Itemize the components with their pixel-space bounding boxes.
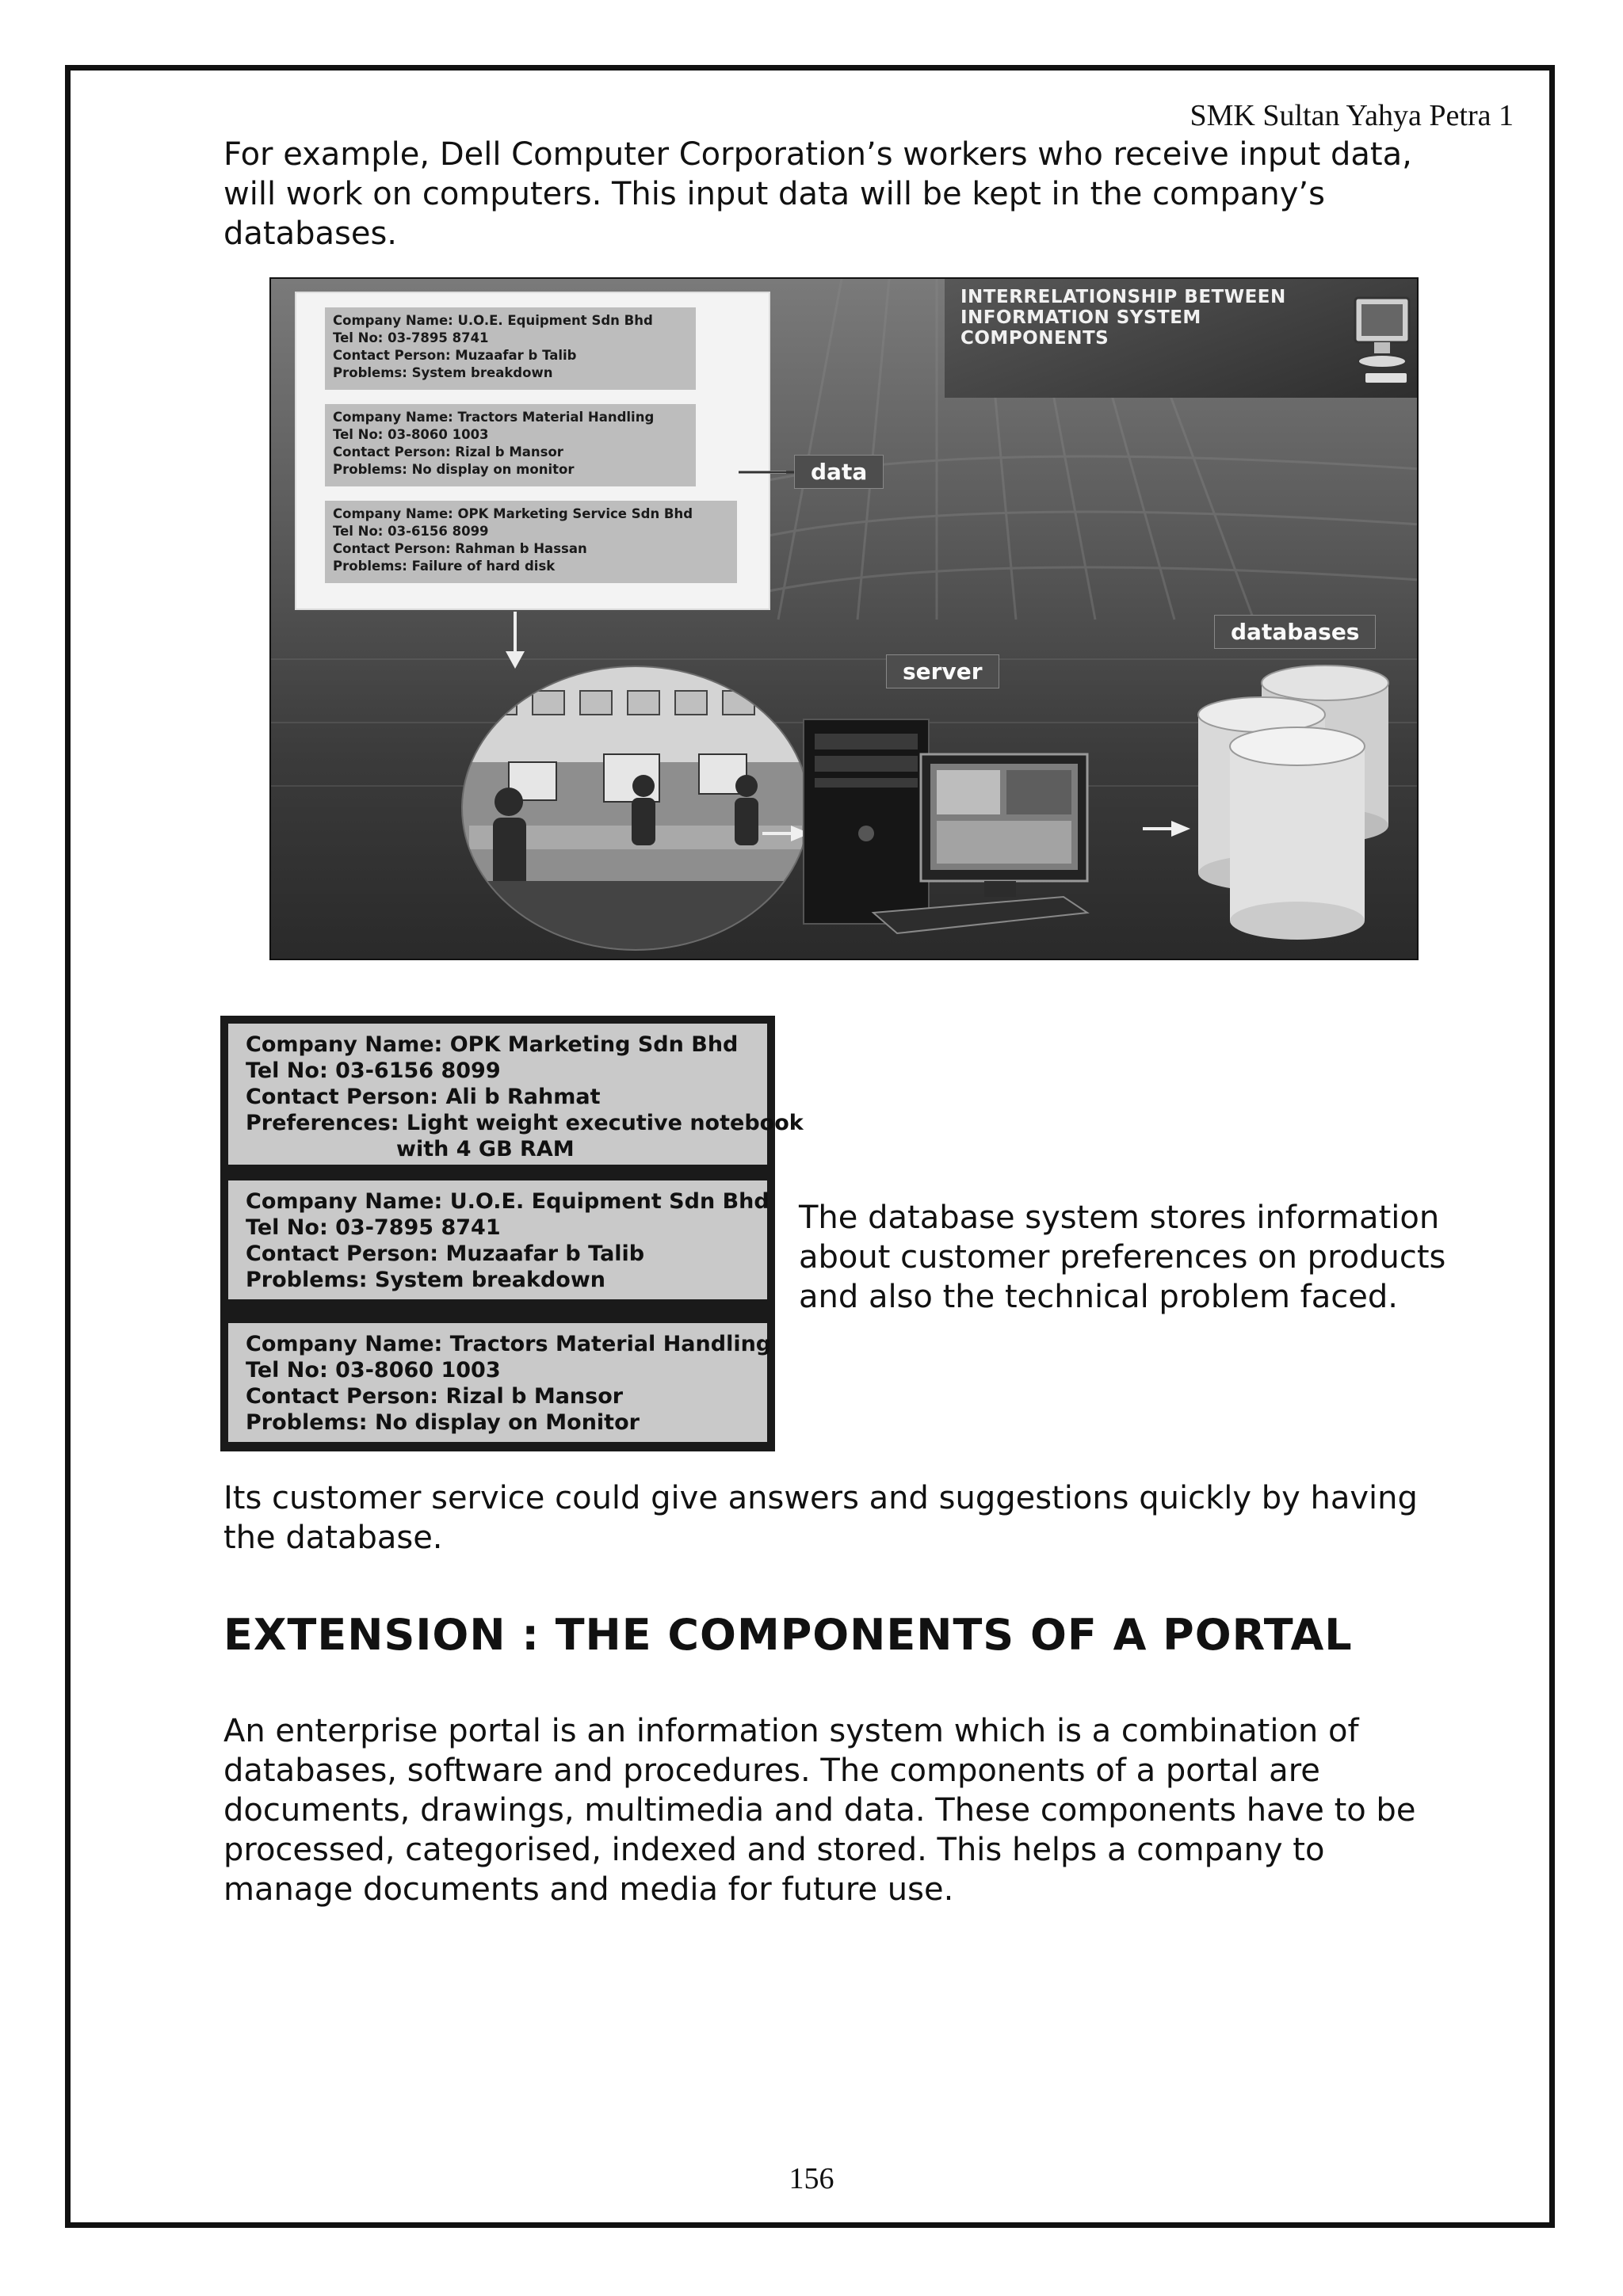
databases-label: databases (1214, 615, 1376, 649)
record-line: Company Name: Tractors Material Handling (246, 1332, 772, 1356)
section-heading: EXTENSION : THE COMPONENTS OF A PORTAL (223, 1610, 1353, 1660)
customer-record (228, 1024, 804, 1165)
record-line: Company Name: Tractors Material Handling (333, 410, 655, 425)
service-line: Its customer service could give answers and suggestions quickly by having (223, 1480, 1418, 1516)
record-line: Company Name: OPK Marketing Sdn Bhd (246, 1032, 739, 1057)
side-paragraph (799, 1198, 1512, 1317)
diagram-title-line: INTERRELATIONSHIP BETWEEN (960, 287, 1286, 307)
server-computer-icon (804, 719, 1087, 933)
record-line: Contact Person: Muzaafar b Talib (333, 348, 577, 363)
side-line: about customer preferences on products (799, 1239, 1446, 1276)
arrow-icon (1143, 821, 1190, 837)
portal-paragraph (223, 1711, 1499, 1909)
information-system-diagram (269, 277, 1419, 960)
page-number: 156 (789, 2162, 834, 2195)
database-cylinders-icon (1198, 666, 1388, 940)
record-line: Tel No: 03-6156 8099 (246, 1058, 501, 1083)
record-line: Tel No: 03-7895 8741 (333, 330, 489, 345)
side-line: The database system stores information (799, 1199, 1440, 1236)
customer-record (228, 1180, 767, 1299)
intro-line: databases. (223, 215, 398, 252)
record-line: Problems: System breakdown (333, 365, 553, 380)
record-line: Contact Person: Rizal b Mansor (246, 1384, 624, 1409)
portal-line: manage documents and media for future use. (223, 1871, 954, 1908)
record-line: Preferences: Light weight executive notebook (246, 1111, 804, 1135)
service-line: the database. (223, 1520, 443, 1556)
side-line: and also the technical problem faced. (799, 1279, 1398, 1315)
office-workers-photo (461, 666, 810, 960)
intro-line: will work on computers. This input data will be kept in the company’s (223, 176, 1325, 212)
record-line: with 4 GB RAM (396, 1137, 575, 1161)
customer-records-figure (220, 1016, 804, 1451)
record-line: Contact Person: Muzaafar b Talib (246, 1241, 645, 1266)
portal-line: processed, categorised, indexed and stored. This helps a company to (223, 1832, 1325, 1868)
intro-line: For example, Dell Computer Corporation’s workers who receive input data, (223, 136, 1412, 173)
diagram-title-line: INFORMATION SYSTEM COMPONENTS (960, 307, 1201, 349)
data-label: data (794, 455, 884, 489)
server-label: server (886, 654, 999, 688)
record-line: Tel No: 03-8060 1003 (246, 1358, 501, 1383)
portal-line: databases, software and procedures. The components of a portal are (223, 1753, 1320, 1789)
portal-line: documents, drawings, multimedia and data. These components have to be (223, 1792, 1416, 1829)
record-line: Contact Person: Rahman b Hassan (333, 541, 587, 556)
customer-record (228, 1323, 772, 1442)
record-line: Problems: System breakdown (246, 1268, 605, 1292)
record-line: Tel No: 03-8060 1003 (333, 427, 489, 442)
school-header: SMK Sultan Yahya Petra 1 (1190, 99, 1514, 132)
record-line: Contact Person: Ali b Rahmat (246, 1085, 601, 1109)
portal-line: An enterprise portal is an information system which is a combination of (223, 1713, 1359, 1749)
record-line: Problems: Failure of hard disk (333, 559, 556, 574)
record-line: Contact Person: Rizal b Mansor (333, 444, 563, 460)
record-line: Company Name: OPK Marketing Service Sdn Bhd (333, 506, 693, 521)
down-arrow-icon (506, 612, 525, 669)
service-paragraph (223, 1478, 1499, 1558)
record-line: Problems: No display on Monitor (246, 1410, 640, 1435)
record-line: Tel No: 03-6156 8099 (333, 524, 489, 539)
record-line: Problems: No display on monitor (333, 462, 575, 477)
record-line: Company Name: U.O.E. Equipment Sdn Bhd (333, 313, 653, 328)
intro-paragraph (223, 135, 1499, 254)
record-line: Company Name: U.O.E. Equipment Sdn Bhd (246, 1189, 769, 1214)
record-line: Tel No: 03-7895 8741 (246, 1215, 501, 1240)
